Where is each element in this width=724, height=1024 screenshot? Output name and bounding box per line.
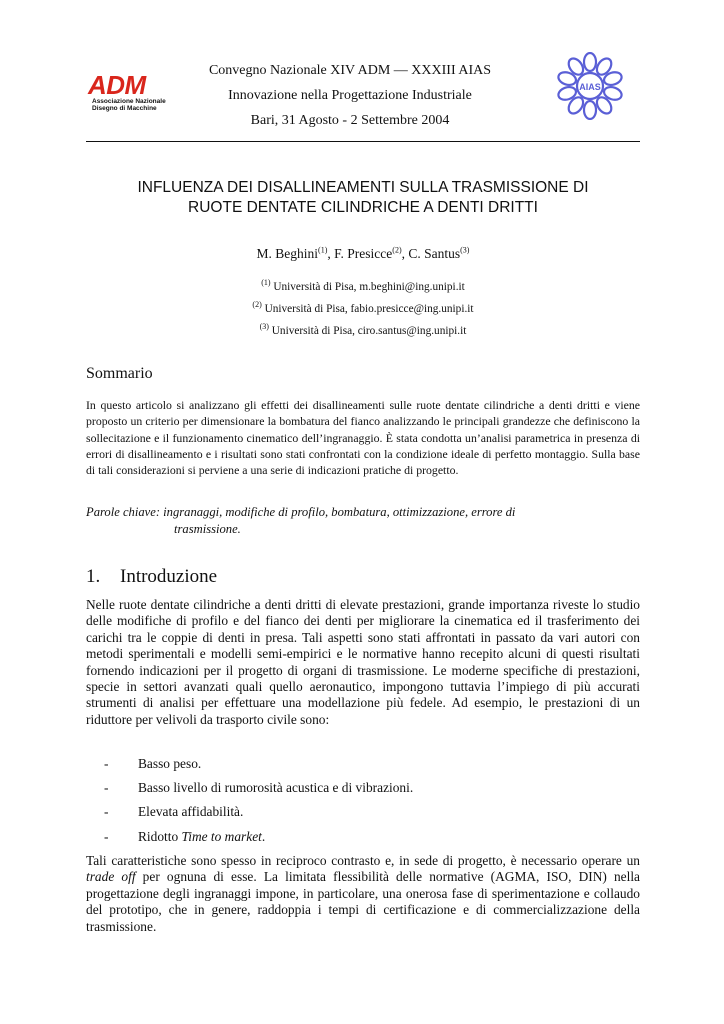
- adm-logo-subtitle-2: Disegno di Macchine: [92, 105, 157, 112]
- conference-date: Bari, 31 Agosto - 2 Settembre 2004: [250, 113, 450, 128]
- list-item-text-italic: Time to market: [181, 828, 262, 844]
- adm-logo-word: ADM: [88, 70, 146, 100]
- list-item-text: Basso livello di rumorosità acustica e di vibrazioni.: [138, 780, 414, 796]
- list-item-text-end: .: [261, 828, 266, 844]
- author-1-sup: (1): [318, 245, 328, 255]
- affiliation-3-text: Università di Pisa, ciro.santus@ing.unipi.it: [268, 325, 467, 337]
- conference-name: Convegno Nazionale XIV ADM — XXXIII AIAS: [208, 63, 492, 78]
- paper-title-line-2: RUOTE DENTATE CILINDRICHE A DENTI DRITTI: [188, 199, 538, 216]
- author-3-sup: (3): [460, 245, 470, 255]
- aias-logo-word: AIAS: [579, 82, 601, 92]
- section-number: 1.: [86, 566, 101, 587]
- keywords-line-1: Parole chiave: ingranaggi, modifiche di profilo, bombatura, ottimizzazione, errore di: [86, 505, 516, 519]
- list-item: [86, 829, 640, 853]
- list-item: [86, 804, 640, 828]
- list-item-text: [138, 829, 265, 845]
- affiliation-1: [86, 276, 640, 298]
- intro-paragraph-1: Nelle ruote dentate cilindriche a denti dritti di elevate prestazioni, grande importanza riveste lo studio delle modifiche di profilo e del fianco dei denti per migliorare la cinematica ed il trasferimento dei carichi tra le coppie di denti in presa. Tali aspetti sono stati affrontati in passato da vari autori con metodi sperimentali e modelli semi-empirici e le normative hanno recepito alcuni di questi risultati fornendo indicazioni per il progetto di organi di trasmissione. Le moderne specifiche di prestazioni, specie in settori avanzati quali quello aeronautico, impongono tuttavia l’impiego di più accurati strumenti di analisi per effettuare una modellazione più fedele. Ad esempio, le prestazioni di un riduttore per velivoli da trasporto civile sono:: [86, 597, 640, 727]
- intro-paragraph-2-italic: trade off: [86, 869, 136, 885]
- section-title: Introduzione: [120, 566, 218, 587]
- keywords-line-2: trasmissione.: [174, 522, 241, 536]
- list-dash: -: [104, 780, 109, 796]
- requirements-list: [86, 756, 640, 853]
- list-item: [86, 756, 640, 780]
- adm-logo-subtitle-1: Associazione Nazionale: [92, 98, 166, 105]
- author-2-sup: (2): [392, 245, 402, 255]
- conference-header: [180, 58, 520, 133]
- list-dash: -: [104, 804, 109, 820]
- authors: [86, 246, 640, 262]
- affiliation-1-sup: (1): [261, 278, 271, 288]
- list-item-text-plain: Ridotto: [138, 828, 182, 844]
- paper-title-line-1: INFLUENZA DEI DISALLINEAMENTI SULLA TRASMISSIONE DI: [137, 179, 589, 196]
- author-1: M. Beghini: [256, 246, 319, 261]
- affiliation-3: [86, 320, 640, 342]
- header-divider: [86, 141, 640, 142]
- list-item-text: Elevata affidabilità.: [138, 804, 244, 820]
- list-item: [86, 780, 640, 804]
- affiliations: [86, 276, 640, 342]
- adm-logo: [88, 72, 168, 122]
- sommario-heading: Sommario: [86, 365, 153, 382]
- affiliation-2-sup: (2): [252, 300, 262, 310]
- section-heading-introduzione: [86, 566, 217, 588]
- keywords: [86, 504, 640, 538]
- intro-paragraph-2: [86, 853, 640, 935]
- list-dash: -: [104, 756, 109, 771]
- conference-theme: Innovazione nella Progettazione Industriale: [228, 88, 472, 103]
- list-item-text: Basso peso.: [138, 756, 202, 771]
- aias-logo: [556, 52, 624, 120]
- affiliation-3-sup: (3): [259, 322, 269, 332]
- list-dash: -: [104, 828, 109, 844]
- affiliation-2-text: Università di Pisa, fabio.presicce@ing.unipi.it: [261, 303, 474, 315]
- affiliation-2: [86, 298, 640, 320]
- intro-paragraph-2-part-1: Tali caratteristiche sono spesso in reciproco contrasto e, in sede di progetto, è necessario operare un: [86, 853, 640, 868]
- intro-paragraph-2-part-2: per ognuna di esse. La limitata flessibilità delle normative (AGMA, ISO, DIN) nella progettazione degli ingranaggi impone, in particolare, una onerosa fase di sperimentazione e collaudo del prototipo, che in genere, raddoppia i tempi di certificazione e di commercializzazione della trasmissione.: [86, 869, 640, 934]
- author-3: , C. Santus: [401, 246, 461, 261]
- abstract-text: In questo articolo si analizzano gli effetti dei disallineamenti sulle ruote dentate cilindriche a denti dritti e viene proposto un criterio per dimensionare la bombatura del fianco analizzando le principali grandezze che definiscono la sollecitazione e il funzionamento cinematico dell’ingranaggio. È stata condotta un’analisi parametrica in presenza di errori di disallineamento e i risultati sono stati confrontati con la condizione ideale di perfetto montaggio. Sulla base di tali considerazioni si perviene a una serie di indicazioni pratiche di progetto.: [86, 398, 640, 478]
- author-2: , F. Presicce: [327, 246, 393, 261]
- paper-title: [86, 178, 640, 218]
- affiliation-1-text: Università di Pisa, m.beghini@ing.unipi.it: [270, 281, 465, 293]
